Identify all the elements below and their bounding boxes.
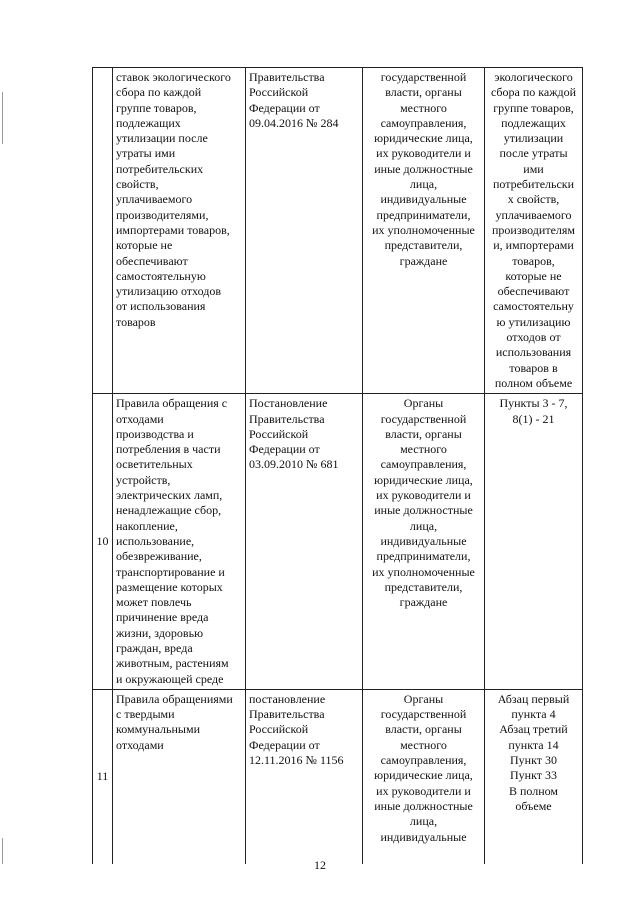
cell-text-line: их уполномоченные [372, 222, 475, 237]
cell-text-line: товаров в [509, 360, 558, 375]
cell-text-line: Пункты 3 - 7, [499, 396, 568, 411]
cell-text-line: 03.09.2010 № 681 [249, 457, 339, 472]
cell-text-line: граждан, вреда [116, 640, 193, 655]
regulation-title-cell [113, 689, 246, 864]
cell-text-line: использование, [116, 533, 195, 548]
cell-text-line: самоуправления, [380, 457, 467, 472]
cell-text-line: производителями, [116, 207, 209, 222]
cell-text-line: Пункт 30 [509, 753, 557, 768]
cell-text-line: юридические лица, [374, 472, 473, 487]
cell-text-line: их руководители и [376, 146, 471, 161]
cell-text-line: подлежащих [501, 115, 566, 130]
cell-text-line: обеспечивают [116, 253, 188, 268]
cell-text-line: Правила обращения с [116, 396, 228, 411]
cell-text-line: постановление [249, 691, 326, 706]
cell-text-line: устройств, [116, 472, 171, 487]
cell-text-line: утилизации [503, 131, 564, 146]
cell-text-line: группе товаров, [493, 100, 574, 115]
cell-text-line: местного [400, 442, 447, 457]
cell-text-line: пункта 14 [508, 737, 559, 752]
cell-text-line: отходами [116, 411, 164, 426]
cell-text-line: уплачиваемого [116, 192, 193, 207]
cell-text-line: В полном [508, 783, 559, 798]
cell-text-line: Правила обращениями [116, 691, 233, 706]
cell-text-line: Федерации от [249, 737, 320, 752]
cell-text-line: утилизации после [116, 131, 208, 146]
cell-text-line: производства и [116, 426, 194, 441]
applicable-points-cell [485, 394, 583, 690]
cell-text-line: ненадлежащие сбор, [116, 503, 222, 518]
cell-text-line: утраты ими [116, 146, 176, 161]
cell-text-line: их руководители и [376, 783, 471, 798]
cell-text-line: импортерами товаров, [116, 222, 230, 237]
cell-text-line: ими [523, 161, 544, 176]
cell-text-line: предприниматели, [376, 549, 471, 564]
cell-text-line: местного [400, 100, 447, 115]
cell-text-line: граждане [399, 253, 448, 268]
cell-text-line: животным, растениям [116, 656, 229, 671]
scan-edge-mark-top [2, 92, 3, 144]
cell-text-line: жизни, здоровью [116, 625, 204, 640]
cell-text-line: Правительства [249, 70, 325, 84]
cell-text-line: отходами [116, 737, 164, 752]
cell-text-line: обезвреживание, [116, 549, 202, 564]
cell-text-line: представители, [384, 238, 463, 253]
cell-text-line: товаров [116, 314, 156, 329]
cell-text-line: Абзац третий [499, 722, 568, 737]
cell-text-line: иные должностные [374, 503, 473, 518]
cell-text-line: электрических ламп, [116, 488, 223, 503]
subjects-cell [363, 394, 485, 690]
cell-text-line: юридические лица, [374, 768, 473, 783]
cell-text-line: объеме [515, 798, 552, 813]
cell-text-line: 09.04.2016 № 284 [249, 115, 339, 130]
applicable-points-cell [485, 68, 583, 394]
regulation-title-cell [113, 68, 246, 394]
cell-text-line: предприниматели, [376, 207, 471, 222]
subjects-cell [363, 68, 485, 394]
cell-text-line: использования [495, 345, 572, 360]
cell-text-line: с твердыми [116, 707, 175, 722]
cell-text-line: накопление, [116, 518, 178, 533]
cell-text-line: полном объеме [494, 375, 573, 390]
cell-text-line: самоуправления, [380, 753, 467, 768]
cell-text-line: Пункт 33 [509, 768, 557, 783]
cell-text-line: их уполномоченные [372, 564, 475, 579]
cell-text-line: обеспечивают [497, 284, 570, 299]
legal-act-cell [246, 689, 363, 864]
cell-text-line: и окружающей среде [116, 671, 224, 686]
cell-text-line: которые не [116, 238, 173, 253]
cell-text-line: 8(1) - 21 [512, 411, 555, 426]
cell-text-line: 12.11.2016 № 1156 [249, 753, 344, 768]
page-number: 12 [314, 858, 326, 872]
cell-text-line: группе товаров, [116, 100, 197, 115]
cell-text-line: после утраты [499, 146, 568, 161]
cell-text-line: экологического [494, 70, 573, 84]
cell-text-line: иные должностные [374, 798, 473, 813]
cell-text-line: иные должностные [374, 161, 473, 176]
cell-text-line: потребительских [116, 161, 204, 176]
cell-text-line: их руководители и [376, 488, 471, 503]
cell-text-line: представители, [384, 579, 463, 594]
cell-text-line: Постановление [249, 396, 328, 411]
regulation-title-cell [113, 394, 246, 690]
cell-text-line: Правительства [249, 707, 325, 722]
cell-text-line: власти, органы [385, 426, 462, 441]
cell-text-line: самостоятельную [116, 268, 206, 283]
cell-text-line: индивидуальные [380, 829, 467, 844]
cell-text-line: подлежащих [116, 115, 181, 130]
cell-text-line: индивидуальные [380, 533, 467, 548]
cell-text-line: сбора по каждой [116, 85, 202, 100]
cell-text-line: Правительства [249, 411, 325, 426]
cell-text-line: которые не [505, 268, 562, 283]
cell-text-line: власти, органы [385, 722, 462, 737]
cell-text-line: государственной [380, 70, 467, 84]
cell-text-line: Органы [403, 396, 444, 411]
table-row [93, 68, 583, 394]
table-row [93, 689, 583, 864]
cell-text-line: лица, [409, 814, 438, 829]
cell-text-line: государственной [380, 707, 467, 722]
cell-text-line: потребления в части [116, 442, 221, 457]
legal-act-cell [246, 68, 363, 394]
cell-text-line: ставок экологического [116, 70, 231, 84]
cell-text-line: свойств, [116, 177, 159, 192]
cell-text-line: государственной [380, 411, 467, 426]
cell-text-line: транспортирование и [116, 564, 225, 579]
row-number: 11 [93, 689, 113, 864]
cell-text-line: пункта 4 [511, 707, 556, 722]
cell-text-line: индивидуальные [380, 192, 467, 207]
cell-text-line: размещение которых [116, 579, 223, 594]
cell-text-line: юридические лица, [374, 131, 473, 146]
cell-text-line: Федерации от [249, 100, 320, 115]
cell-text-line: граждане [399, 595, 448, 610]
cell-text-line: уплачиваемого [495, 207, 572, 222]
cell-text-line: самостоятельну [493, 299, 574, 314]
cell-text-line: может повлечь [116, 595, 192, 610]
cell-text-line: власти, органы [385, 85, 462, 100]
legal-act-cell [246, 394, 363, 690]
cell-text-line: Российской [249, 85, 309, 100]
cell-text-line: коммунальными [116, 722, 200, 737]
cell-text-line: лица, [409, 177, 438, 192]
cell-text-line: отходов от [506, 330, 561, 345]
cell-text-line: лица, [409, 518, 438, 533]
row-number: 10 [93, 394, 113, 690]
cell-text-line: Органы [403, 691, 444, 706]
cell-text-line: и, импортерами [493, 238, 574, 253]
cell-text-line: Федерации от [249, 442, 320, 457]
cell-text-line: товаров, [512, 253, 555, 268]
subjects-cell [363, 689, 485, 864]
cell-text-line: причинение вреда [116, 610, 209, 625]
table-row [93, 394, 583, 690]
cell-text-line: утилизацию отходов [116, 284, 222, 299]
cell-text-line: ю утилизацию [496, 314, 571, 329]
cell-text-line: осветительных [116, 457, 193, 472]
cell-text-line: сбора по каждой [490, 85, 577, 100]
cell-text-line: производителям [491, 222, 576, 237]
cell-text-line: самоуправления, [380, 115, 467, 130]
cell-text-line: Абзац первый [497, 691, 570, 706]
cell-text-line: потребительски [492, 177, 575, 192]
cell-text-line: местного [400, 737, 447, 752]
cell-text-line: Российской [249, 722, 309, 737]
cell-text-line: от использования [116, 299, 206, 314]
applicable-points-cell [485, 689, 583, 864]
row-number [93, 68, 113, 394]
regulations-table [92, 67, 583, 864]
cell-text-line: х свойств, [507, 192, 560, 207]
cell-text-line: Российской [249, 426, 309, 441]
